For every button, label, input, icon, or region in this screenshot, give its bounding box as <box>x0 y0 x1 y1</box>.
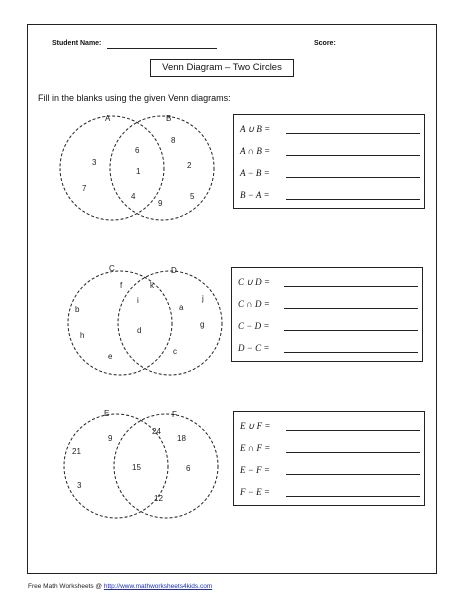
element: 3 <box>92 158 97 167</box>
expression-label: A − B = <box>240 168 270 178</box>
venn-diagram-ab <box>60 114 214 220</box>
expression-label: E ∪ F = <box>240 421 271 431</box>
answer-line-intersection[interactable] <box>240 146 420 158</box>
answer-blank[interactable] <box>286 155 420 156</box>
element: 18 <box>177 434 186 443</box>
element: f <box>120 281 123 290</box>
answer-line-difference-2[interactable] <box>240 487 420 499</box>
circle-a <box>60 116 164 220</box>
answer-blank[interactable] <box>284 352 418 353</box>
answer-line-difference-1[interactable] <box>240 168 420 180</box>
element: 4 <box>131 192 136 201</box>
expression-label: B − A = <box>240 190 270 200</box>
expression-label: E − F = <box>240 465 270 475</box>
circle-d <box>118 271 222 375</box>
element: 7 <box>82 184 87 193</box>
worksheet-title: Venn Diagram – Two Circles <box>150 59 294 77</box>
expression-label: A ∩ B = <box>240 146 271 156</box>
element: b <box>75 305 80 314</box>
venn-diagram-ef <box>64 409 218 518</box>
footer-prefix: Free Math Worksheets @ <box>28 583 104 590</box>
element: a <box>179 303 184 312</box>
expression-label: E ∩ F = <box>240 443 271 453</box>
element: i <box>137 296 139 305</box>
element: j <box>202 294 204 303</box>
element: 6 <box>186 464 191 473</box>
expression-label: A ∪ B = <box>240 124 271 134</box>
element: 3 <box>77 481 82 490</box>
answer-box-ef <box>233 411 425 506</box>
answer-line-union[interactable] <box>238 277 418 289</box>
element: 9 <box>158 199 163 208</box>
footer <box>28 583 212 590</box>
answer-line-union[interactable] <box>240 124 420 136</box>
expression-label: D − C = <box>238 343 270 353</box>
element: g <box>200 320 205 329</box>
answer-blank[interactable] <box>286 452 420 453</box>
set-label-a: A <box>105 114 111 123</box>
instructions: Fill in the blanks using the given Venn diagrams: <box>38 93 231 103</box>
element: 24 <box>152 427 161 436</box>
answer-blank[interactable] <box>286 474 420 475</box>
expression-label: F − E = <box>240 487 270 497</box>
answer-line-difference-2[interactable] <box>240 190 420 202</box>
answer-blank[interactable] <box>286 199 420 200</box>
element: e <box>108 352 113 361</box>
expression-label: C − D = <box>238 321 270 331</box>
set-label-f: F <box>172 410 177 419</box>
student-name-label: Student Name: <box>52 40 102 47</box>
element: 6 <box>135 146 140 155</box>
answer-line-union[interactable] <box>240 421 420 433</box>
element: 5 <box>190 192 195 201</box>
answer-blank[interactable] <box>286 430 420 431</box>
answer-box-ab <box>233 114 425 209</box>
element: c <box>173 347 177 356</box>
answer-line-intersection[interactable] <box>238 299 418 311</box>
set-label-e: E <box>104 409 110 418</box>
answer-line-difference-2[interactable] <box>238 343 418 355</box>
expression-label: C ∩ D = <box>238 299 270 309</box>
element: h <box>80 331 85 340</box>
element: 8 <box>171 136 176 145</box>
answer-blank[interactable] <box>284 330 418 331</box>
element: 15 <box>132 463 141 472</box>
answer-line-difference-1[interactable] <box>240 465 420 477</box>
score-label: Score: <box>314 40 336 47</box>
answer-blank[interactable] <box>286 496 420 497</box>
answer-blank[interactable] <box>286 133 420 134</box>
element: 2 <box>187 161 192 170</box>
element: 21 <box>72 447 81 456</box>
answer-box-cd <box>231 267 423 362</box>
answer-blank[interactable] <box>286 177 420 178</box>
circle-f <box>114 414 218 518</box>
element: k <box>150 281 154 290</box>
element: 9 <box>108 434 113 443</box>
set-label-d: D <box>171 266 177 275</box>
element: 12 <box>154 494 163 503</box>
set-label-c: C <box>109 264 115 273</box>
answer-blank[interactable] <box>284 286 418 287</box>
venn-diagram-cd <box>68 264 222 375</box>
answer-line-difference-1[interactable] <box>238 321 418 333</box>
answer-blank[interactable] <box>284 308 418 309</box>
footer-link[interactable]: http://www.mathworksheets4kids.com <box>103 583 213 590</box>
element: 1 <box>136 167 141 176</box>
expression-label: C ∪ D = <box>238 277 270 287</box>
set-label-b: B <box>166 114 172 123</box>
element: d <box>137 326 142 335</box>
answer-line-intersection[interactable] <box>240 443 420 455</box>
